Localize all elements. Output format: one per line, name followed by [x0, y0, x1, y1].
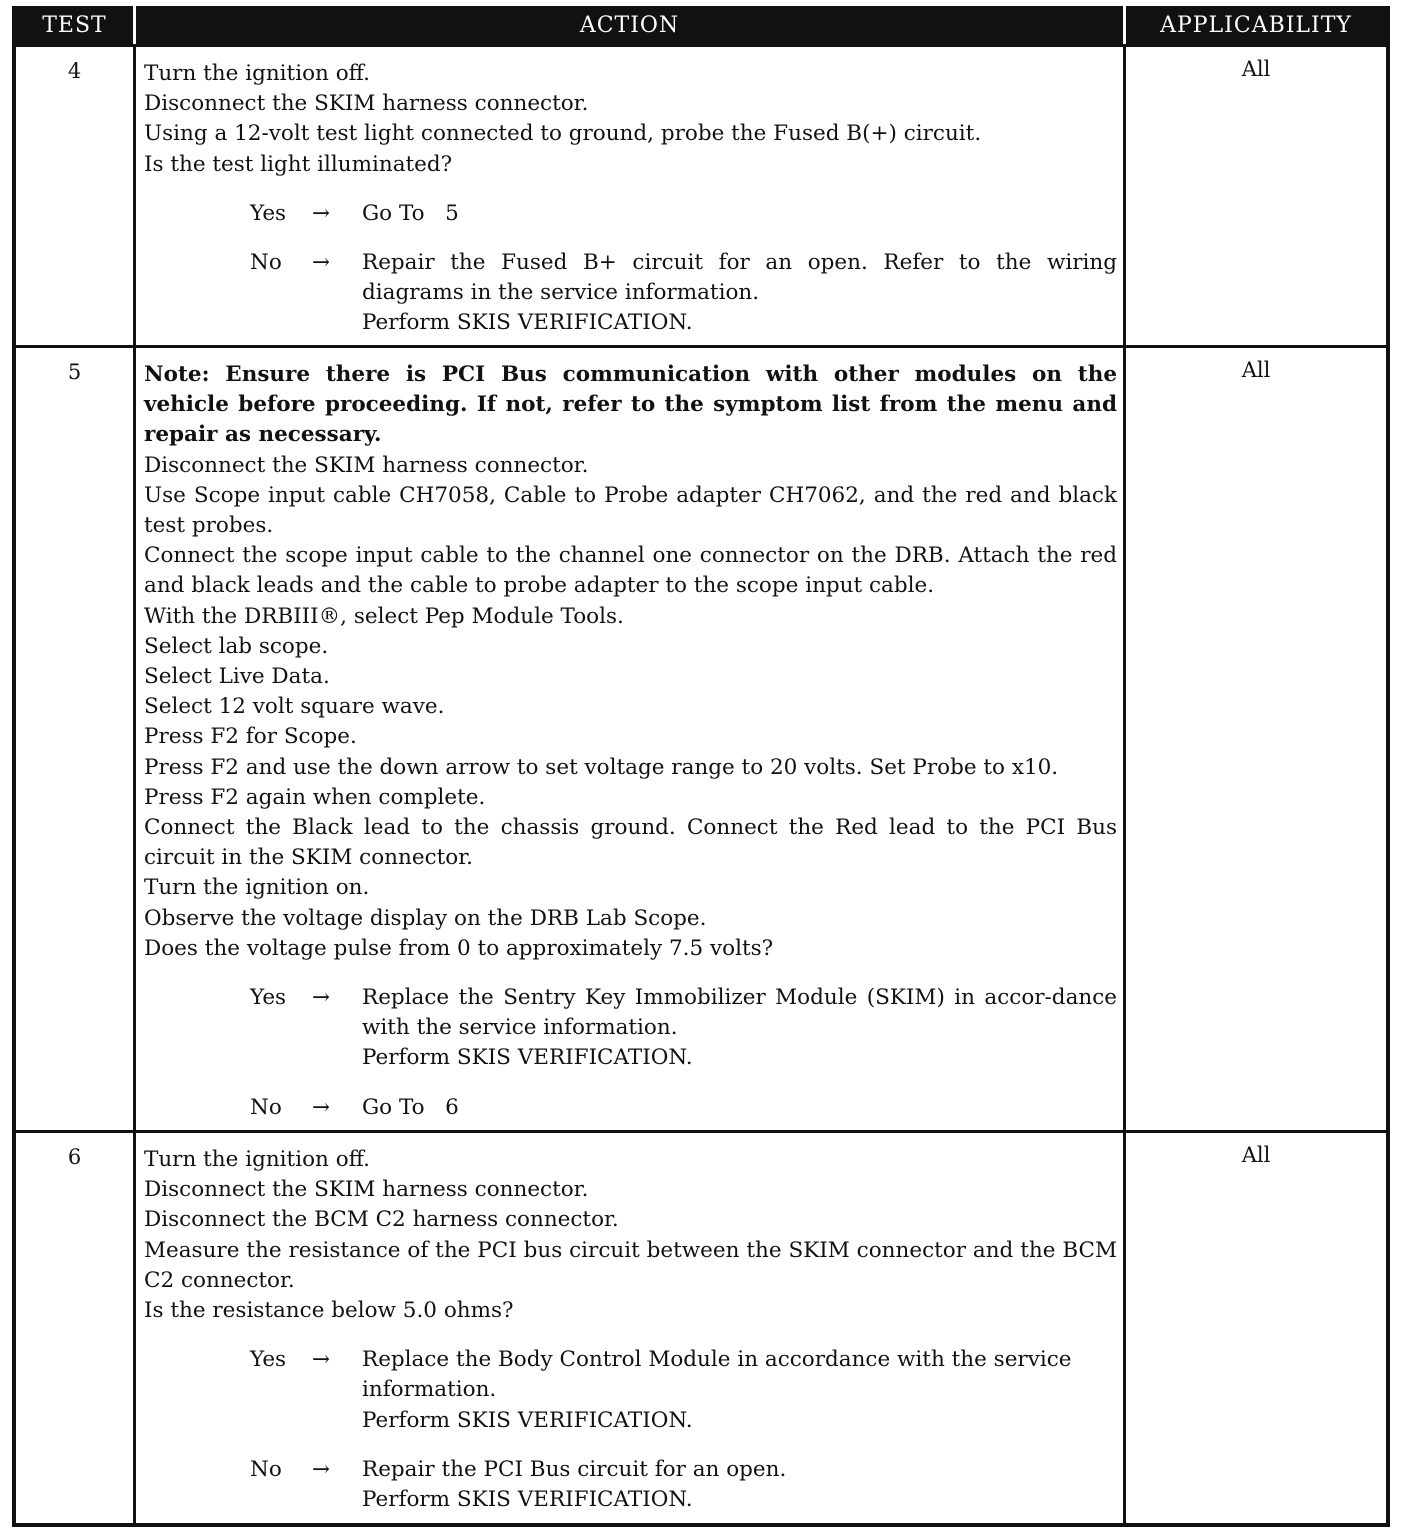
step: Is the resistance below 5.0 ohms?: [144, 1298, 514, 1324]
no-branch: [250, 1093, 1117, 1123]
result-line: Perform SKIS VERIFICATION.: [362, 1407, 693, 1433]
no-label: No: [250, 1094, 282, 1120]
result-line: Go To 5: [362, 200, 459, 226]
test-number: 6: [16, 1133, 136, 1523]
step: Disconnect the SKIM harness connector.: [144, 452, 589, 478]
yes-result: [362, 1345, 1117, 1436]
result-line: Perform SKIS VERIFICATION.: [362, 1487, 693, 1513]
test-row-5: [16, 345, 1386, 1130]
test-row-6: [16, 1130, 1386, 1523]
right-arrow-icon: →: [312, 200, 331, 226]
result-line: Go To 6: [362, 1094, 459, 1120]
step: Is the test light illuminated?: [144, 151, 453, 177]
no-label: No: [250, 1456, 282, 1482]
test-row-4: [16, 44, 1386, 345]
right-arrow-icon: →: [312, 1094, 331, 1120]
step: Using a 12-volt test light connected to ground, probe the Fused B(+) circuit.: [144, 121, 982, 147]
step: Press F2 again when complete.: [144, 784, 486, 810]
test-number: 4: [16, 47, 136, 345]
yes-result: [362, 983, 1117, 1074]
step: With the DRBIII®, select Pep Module Tools.: [144, 603, 624, 629]
step: Disconnect the SKIM harness connector.: [144, 91, 589, 117]
step: Observe the voltage display on the DRB Lab Scope.: [144, 905, 707, 931]
right-arrow-icon: →: [312, 1347, 331, 1373]
no-result: [362, 1455, 1117, 1515]
yes-result: [362, 199, 1117, 229]
step: Connect the scope input cable to the channel one connector on the DRB. Attach the red and black leads and the cable to probe adapter to the scope input cable.: [144, 543, 1117, 599]
note-text: Note: Ensure there is PCI Bus communication with other modules on the vehicle before proceeding. If not, refer to the symptom list from the menu and repair as necessary.: [144, 362, 1117, 448]
step: Disconnect the BCM C2 harness connector.: [144, 1207, 619, 1233]
header-test: TEST: [16, 6, 136, 44]
step: Connect the Black lead to the chassis ground. Connect the Red lead to the PCI Bus circuit in the SKIM connector.: [144, 815, 1117, 871]
step: Measure the resistance of the PCI bus circuit between the SKIM connector and the BCM C2 connector.: [144, 1237, 1117, 1293]
result-line: Perform SKIS VERIFICATION.: [362, 310, 693, 336]
result-line: Repair the PCI Bus circuit for an open.: [362, 1456, 787, 1482]
header-action: ACTION: [136, 6, 1126, 44]
right-arrow-icon: →: [312, 985, 331, 1011]
result-line: Replace the Sentry Key Immobilizer Module (SKIM) in accor-dance with the service information.: [362, 985, 1117, 1041]
step: Press F2 for Scope.: [144, 724, 357, 750]
no-branch: [250, 248, 1117, 339]
step: Select lab scope.: [144, 633, 329, 659]
applicability-cell: All: [1241, 57, 1271, 81]
result-line: Repair the Fused B+ circuit for an open. Refer to the wiring diagrams in the service information.: [362, 250, 1117, 306]
step: Select Live Data.: [144, 664, 330, 690]
no-label: No: [250, 250, 282, 276]
step: Use Scope input cable CH7058, Cable to Probe adapter CH7062, and the red and black test probes.: [144, 482, 1117, 539]
action-cell: [136, 348, 1126, 1130]
diagnostic-table: [12, 6, 1390, 1527]
right-arrow-icon: →: [312, 250, 331, 276]
step: Turn the ignition on.: [144, 875, 370, 901]
result-line: Replace the Body Control Module in accordance with the service information.: [362, 1347, 1072, 1403]
yes-branch: [250, 1345, 1117, 1436]
header-applicability: APPLICABILITY: [1160, 12, 1352, 38]
yes-label: Yes: [250, 985, 287, 1011]
no-result: [362, 1093, 1117, 1123]
yes-label: Yes: [250, 1347, 287, 1373]
action-cell: [136, 47, 1126, 345]
step: Turn the ignition off.: [144, 1147, 370, 1172]
step: Press F2 and use the down arrow to set voltage range to 20 volts. Set Probe to x10.: [144, 754, 1059, 780]
yes-label: Yes: [250, 200, 287, 226]
yes-branch: [250, 983, 1117, 1074]
step: Turn the ignition off.: [144, 61, 370, 86]
result-line: Perform SKIS VERIFICATION.: [362, 1045, 693, 1071]
yes-branch: [250, 199, 1117, 229]
applicability-cell: All: [1241, 358, 1271, 382]
step: Does the voltage pulse from 0 to approximately 7.5 volts?: [144, 935, 774, 961]
no-result: [362, 248, 1117, 339]
table-header: [16, 6, 1386, 44]
step: Select 12 volt square wave.: [144, 694, 445, 720]
applicability-cell: All: [1241, 1143, 1271, 1167]
no-branch: [250, 1455, 1117, 1515]
right-arrow-icon: →: [312, 1456, 331, 1482]
action-cell: [136, 1133, 1126, 1523]
step: Disconnect the SKIM harness connector.: [144, 1177, 589, 1203]
test-number: 5: [16, 348, 136, 1130]
